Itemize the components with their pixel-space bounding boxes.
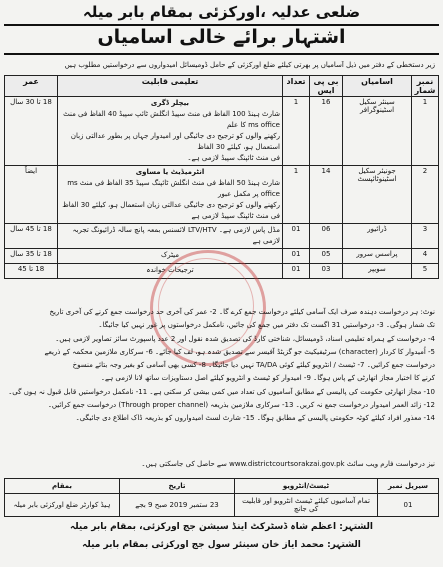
col-qualification: تعلیمی قابلیت xyxy=(58,76,283,97)
cell-bps: 03 xyxy=(310,264,343,279)
qualification-line: فی منٹ ٹائپنگ سپیڈ لازمی ہے۔ xyxy=(187,154,280,162)
table-row xyxy=(5,166,439,224)
cell-age: 18 تا 30 سال xyxy=(5,97,58,166)
cell-post: جونیئر سکیل اسٹینوٹائپسٹ xyxy=(343,166,412,224)
cell-age: 18 تا 35 سال xyxy=(5,249,58,264)
qualification-line: رکھنے والوں کو ترجیح دی جائیگی عدالتی زبان استعمال ہو، کیلئے 30 الفاظ فی منٹ ٹائپنگ سپیڈ لازمی ہے xyxy=(62,201,280,220)
col-bps: بی پی ایس xyxy=(310,76,343,97)
note-line: 14- معذور افراد کیلئے کوٹہ حکومتی پالیسی کے مطابق ہوگا۔ 15- شارٹ لسٹ امیدواروں کو بذریعہ ڈاک اطلاع دی جائیگی۔ xyxy=(75,414,435,423)
cell-qualification xyxy=(58,166,283,224)
cell-age: 18 تا 45 سال xyxy=(5,224,58,249)
header-ad-title: اشتہار برائے خالی اسامیاں xyxy=(97,26,346,48)
cell-serial: 4 xyxy=(412,249,439,264)
qualification-line: انٹرمیڈیٹ یا مساوی xyxy=(135,168,205,176)
cell-bps: 14 xyxy=(310,166,343,224)
cell-bps: 16 xyxy=(310,97,343,166)
header-court-title: ضلعی عدلیہ ،اورکزئی بمقام بابر میلہ xyxy=(82,3,361,21)
cell-count: 01 xyxy=(283,224,310,249)
note-line: 4- درخواست کے ہمراہ تعلیمی اسناد، ڈومیسائل، شناختی کارڈ کی تصدیق شدہ نقول اور 2 عدد پاسپورٹ سائز تصاویر لازمی ہیں۔ xyxy=(55,334,435,343)
cell-serial: 1 xyxy=(412,97,439,166)
note-line: کرنے کا اختیار مجاز اتھارٹی کے پاس ہوگا۔ 9- امیدوار کو ٹیسٹ و انٹرویو کیلئے اصل دستاویزات ساتھ لانا لازمی ہے۔ xyxy=(100,374,435,383)
cell-age: ایضاً xyxy=(5,166,58,224)
cell-count: 01 xyxy=(283,264,310,279)
cell-count: 1 xyxy=(283,166,310,224)
cell-bps: 06 xyxy=(310,224,343,249)
cell-post: سویپر xyxy=(343,264,412,279)
col-test-desc: ٹیسٹ/انٹرویو xyxy=(235,479,378,494)
website-note: نیز درخواست فارم ویب سائٹ www.districtcourtsorakzai.gov.pk سے حاصل کی جاسکتی ہیں۔ xyxy=(141,460,435,468)
note-line: 10- مجاز اتھارٹی حکومت کی پالیسی کے مطابق آسامیوں کی تعداد میں کمی بیشی کر سکتی ہے۔ 11- نامکمل درخواستیں قابل قبول نہ ہوں گی۔ xyxy=(8,387,435,396)
test-schedule-table xyxy=(4,478,439,517)
qualification-line: بیچلر ڈگری xyxy=(150,99,190,107)
notes-section xyxy=(8,306,435,426)
advertiser-signature-1: الشتہر: اعظم شاہ ڈسٹرکٹ اینڈ سیشن جج اورکزئی، بمقام بابر میلہ xyxy=(69,522,374,532)
qualification-line: رکھنے والوں کو ترجیح دی جائیگی اور امیدوار جہاں پر بطور عدالتی زبان استعمال ہو، کیلئے 30 الفاظ xyxy=(70,132,280,151)
col-age: عمر xyxy=(5,76,58,97)
cell-post: پراسس سرور xyxy=(343,249,412,264)
cell-bps: 05 xyxy=(310,249,343,264)
note-line: درخواست جمع کرائیں۔ 7- ٹیسٹ / انٹرویو کیلئے کوئی TA/DA نہیں دیا جائیگا۔ 8- کسی بھی آسامی کو بغیر وجہ بتائے منسوخ xyxy=(72,361,435,370)
cell-age: 18 تا 45 xyxy=(5,264,58,279)
col-test-serial: سیریل نمبر xyxy=(378,479,439,494)
cell-qualification: ترجیحات خواندہ xyxy=(58,264,283,279)
header-divider-bottom xyxy=(4,53,439,55)
note-line: 5- اُمیدوار کا کردار (character) سرٹیفیکیٹ جو گزیٹڈ آفیسر سے تصدیق شدہ ہو، لف کیا جائے۔ 6- سرکاری ملازمین محکمہ کے ذریعے xyxy=(44,347,435,356)
cell-test-serial: 01 xyxy=(378,494,439,517)
col-count: تعداد xyxy=(283,76,310,97)
col-serial: نمبر شمار xyxy=(412,76,439,97)
cell-test-desc: تمام آسامیوں کیلئے ٹیسٹ انٹرویو اور قابلیت کی جانچ xyxy=(235,494,378,517)
cell-qualification: میٹرک xyxy=(58,249,283,264)
test-table-header xyxy=(5,479,439,494)
note-line: 12- زائد العمر امیدوار درخواست جمع نہ کریں۔ 13- سرکاری ملازمین بذریعہ (Through proper channel) درخواست جمع کرائیں۔ xyxy=(47,401,435,410)
header-divider-top xyxy=(4,24,439,26)
intro-text: زیر دستخطی کے دفتر میں ذیل آسامیاں پر بھرتی کیلئے ضلع اورکزئی کے حامل ڈومیسائل امیدواروں سے درخواستیں مطلوب ہیں xyxy=(64,61,435,69)
vacancies-table-header xyxy=(5,76,439,97)
cell-qualification: مڈل پاس لازمی ہے۔ LTV/HTV لائسنس بمعہ پانچ سالہ ڈرائیونگ تجربہ لازمی ہے xyxy=(58,224,283,249)
qualification-line: شارٹ ہینڈ 50 الفاظ فی منٹ انگلش ٹائپنگ سپیڈ 35 الفاظ فی منٹ ms office پر مکمل عبور xyxy=(67,179,280,198)
cell-serial: 2 xyxy=(412,166,439,224)
advertiser-signature-2: الشتہر: محمد ایاز خان سینئر سول جج اورکزئی بمقام بابر میلہ xyxy=(82,540,361,550)
vacancies-table xyxy=(4,75,439,279)
note-line: تک شمار ہوگی۔ 3- درخواستیں 31 اگست تک دفتر میں جمع کی جائیں، نامکمل درخواستوں پر غور نہیں کیا جائیگا۔ xyxy=(98,321,435,330)
col-post: اسامیاں xyxy=(343,76,412,97)
cell-post: ڈرائیور xyxy=(343,224,412,249)
qualification-line: شارٹ ہینڈ 100 الفاظ فی منٹ سپیڈ انگلش ٹائپ سپیڈ 40 الفاظ فی منٹ ms office کا علم xyxy=(63,110,280,129)
cell-qualification xyxy=(58,97,283,166)
col-test-venue: بمقام xyxy=(5,479,120,494)
col-test-date: تاریخ xyxy=(120,479,235,494)
cell-post: سینئر سکیل اسٹینوگرافر xyxy=(343,97,412,166)
cell-count: 01 xyxy=(283,249,310,264)
table-row xyxy=(5,494,439,517)
cell-count: 1 xyxy=(283,97,310,166)
note-line: نوٹ: ہر درخواست دہندہ صرف ایک آسامی کیلئے درخواست جمع کرے گا۔ 2- عمر کی آخری حد درخواست جمع کرنے کی آخری تاریخ xyxy=(49,308,435,316)
table-row xyxy=(5,224,439,249)
cell-serial: 3 xyxy=(412,224,439,249)
table-row xyxy=(5,97,439,166)
cell-test-date: 23 ستمبر 2019 صبح 9 بجے xyxy=(120,494,235,517)
cell-serial: 5 xyxy=(412,264,439,279)
cell-test-venue: ہیڈ کوارٹر ضلع اورکزئی بابر میلہ xyxy=(5,494,120,517)
